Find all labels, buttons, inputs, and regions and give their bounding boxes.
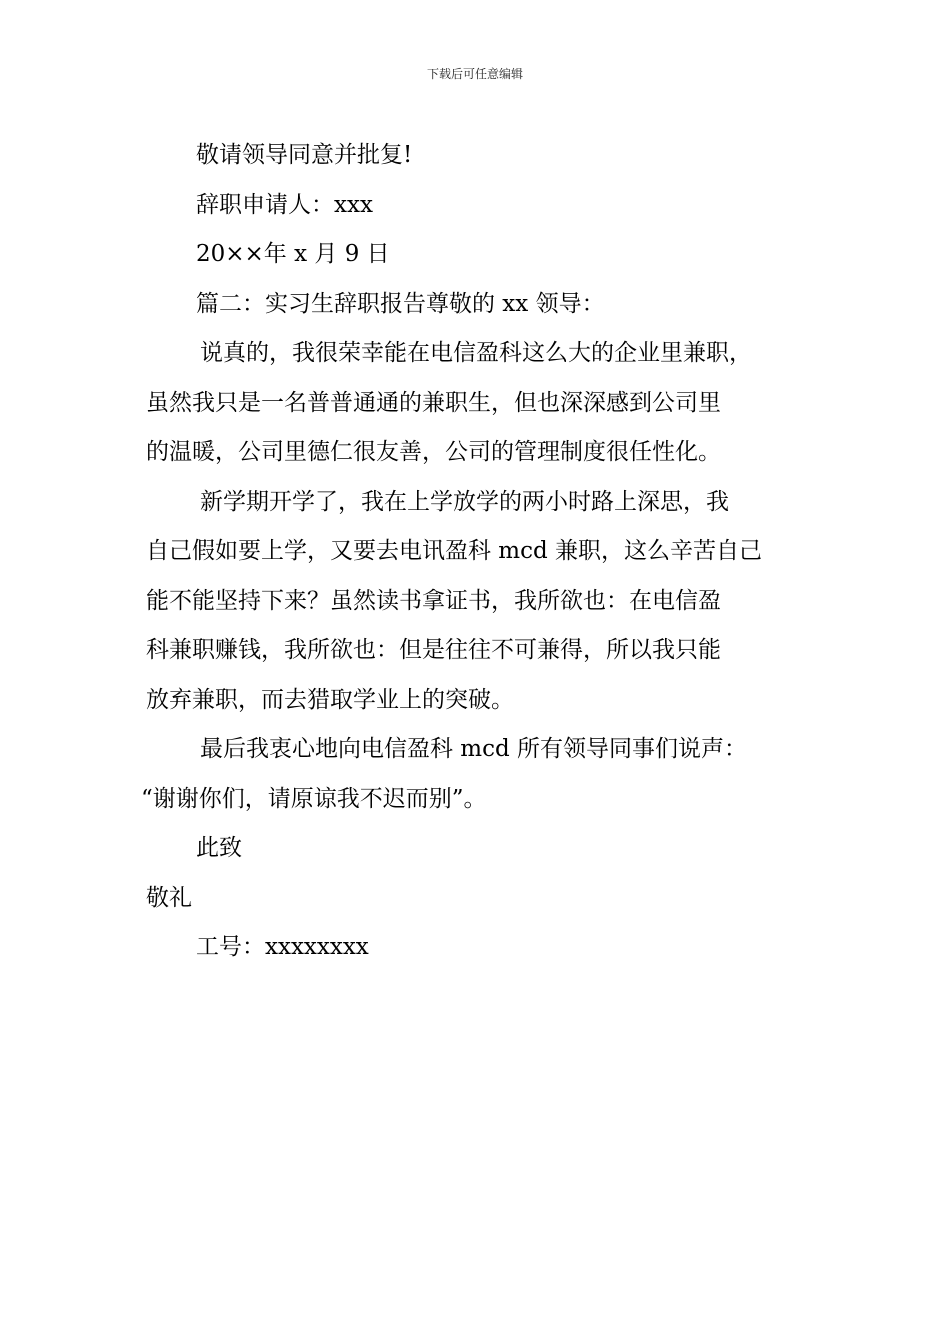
date-line: 20××年 x 月 9 日: [196, 241, 390, 267]
paragraph-1-line-2: 虽然我只是一名普普通通的兼职生，但也深深感到公司里: [146, 389, 721, 416]
approval-request-line: 敬请领导同意并批复!: [196, 142, 413, 168]
paragraph-3-line-2: “谢谢你们，请原谅我不迟而别”。: [141, 785, 487, 812]
paragraph-1-line-3: 的温暖，公司里德仁很友善，公司的管理制度很任性化。: [146, 439, 721, 465]
paragraph-1-line-1: 说真的，我很荣幸能在电信盈科这么大的企业里兼职，: [200, 340, 752, 366]
page-header: 下载后可任意编辑: [426, 67, 523, 81]
applicant-line: 辞职申请人：xxx: [196, 191, 373, 218]
closing-salutation: 此致: [196, 835, 242, 861]
paragraph-2-line-4: 科兼职赚钱，我所欲也：但是往往不可兼得，所以我只能: [146, 637, 721, 663]
paragraph-3-line-1: 最后我衷心地向电信盈科 mcd 所有领导同事们说声：: [200, 736, 748, 762]
paragraph-2-line-2: 自己假如要上学，又要去电讯盈科 mcd 兼职，这么辛苦自己: [146, 538, 763, 564]
employee-id-line: 工号：xxxxxxxx: [196, 934, 369, 960]
paragraph-2-line-1: 新学期开学了，我在上学放学的两小时路上深思，我: [200, 488, 729, 515]
section-two-heading: 篇二：实习生辞职报告尊敬的 xx 领导：: [196, 290, 605, 317]
document-body: [141, 131, 826, 973]
paragraph-2-line-5: 放弃兼职，而去猎取学业上的突破。: [146, 686, 514, 713]
closing-regards: 敬礼: [146, 884, 192, 911]
paragraph-2-line-3: 能不能坚持下来？虽然读书拿证书，我所欲也：在电信盈: [146, 587, 721, 614]
